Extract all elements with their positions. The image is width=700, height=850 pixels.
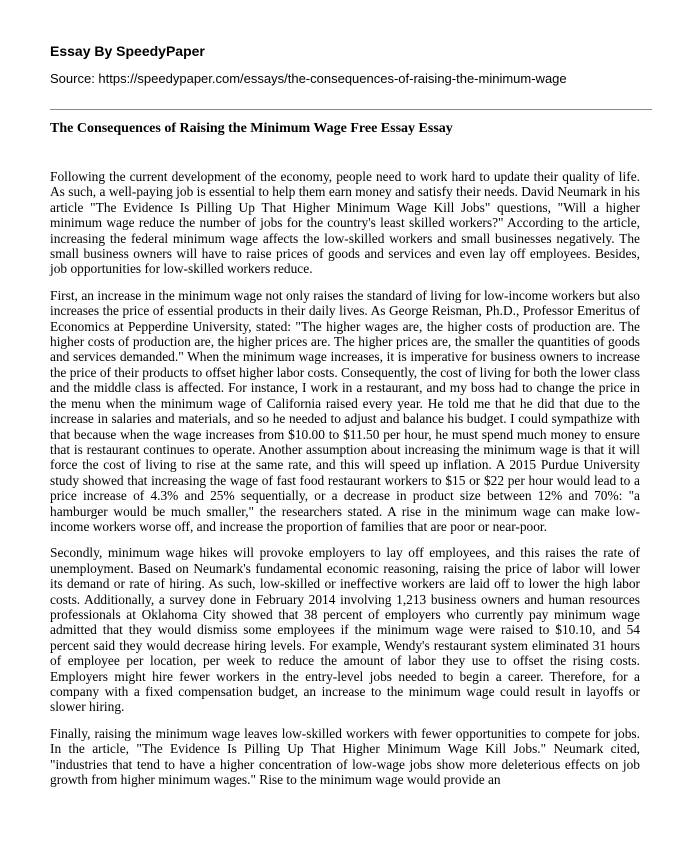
essay-body <box>50 169 640 798</box>
essay-title: The Consequences of Raising the Minimum Wage Free Essay Essay <box>50 121 453 136</box>
paragraph-2: First, an increase in the minimum wage not only raises the standard of living for low-income workers but also increases the price of essential products in their daily lives. As George Reisman, Ph.D., Professor Emeritus of Economics at Pepperdine University, stated: "The higher wages are, the higher costs of production are. The higher costs of production are, the higher prices are. The higher prices are, the smaller the quantities of goods and services demanded." When the minimum wage increases, it is imperative for business owners to increase the price of their products to offset higher labor costs. Consequently, the cost of living for both the lower class and the middle class is affected. For instance, I work in a restaurant, and my boss had to change the price in the menu when the minimum wage of California raised every year. He told me that he did that due to the increase in salaries and materials, and so he needed to adjust and balance his budget. I could sympathize with that because when the wage increases from $10.00 to $11.50 per hour, he must spend much money to ensure that is restaurant continues to operate. Another assumption about increasing the minimum wage is that it will force the cost of living to rise at the same rate, and this will speed up inflation. A 2015 Purdue University study showed that increasing the wage of fast food restaurant workers to $15 or $22 per hour would lead to a price increase of 4.3% and 25% sequentially, or a decrease in product size between 12% and 70%: "a hamburger would be much smaller," the researchers stated. A rise in the minimum wage can make low-income workers worse off, and increase the proportion of families that are poor or near-poor. <box>50 287 640 534</box>
publisher-title: Essay By SpeedyPaper <box>50 43 205 59</box>
paragraph-3: Secondly, minimum wage hikes will provoke employers to lay off employees, and this raises the rate of unemployment. Based on Neumark's fundamental economic reasoning, raising the price of labor will lower its demand or rate of hiring. As such, low-skilled or ineffective workers are laid off to lower the high labor costs. Additionally, a survey done in February 2014 involving 1,213 business owners and human resources professionals at Oklahoma City showed that 38 percent of employers who currently pay minimum wage admitted that they would dismiss some employees if the minimum wage were raised to $10.10, and 54 percent said they would decrease hiring levels. For example, Wendy's restaurant system eliminated 31 hours of employee per location, per week to reduce the amount of labor they use to offset the rising costs. Employers might hire fewer workers in the entry-level jobs needed to begin a career. Therefore, for a company with a fixed compensation budget, an increase to the minimum wage could result in layoffs or slower hiring. <box>50 545 640 715</box>
paragraph-4: Finally, raising the minimum wage leaves low-skilled workers with fewer opportunities to compete for jobs. In the article, "The Evidence Is Pilling Up That Higher Minimum Wage Kill Jobs." Neumark cited, "industries that tend to have a higher concentration of low-wage jobs show more deleterious effects on job growth from higher minimum wages." Rise to the minimum wage would provide an <box>50 725 640 788</box>
paragraph-1: Following the current development of the economy, people need to work hard to update their quality of life. As such, a well-paying job is essential to help them earn money and satisfy their needs. David Neumark in his article "The Evidence Is Pilling Up That Higher Minimum Wage Kill Jobs" questions, "Will a higher minimum wage reduce the number of jobs for the country's least skilled workers?" According to the article, increasing the federal minimum wage affects the low-skilled workers and small businesses negatively. The small business owners will have to raise prices of goods and services and even lay off employees. Besides, job opportunities for low-skilled workers reduce. <box>50 169 640 277</box>
source-line: Source: https://speedypaper.com/essays/the-consequences-of-raising-the-minimum-wage <box>50 71 567 86</box>
header-divider <box>50 109 652 110</box>
